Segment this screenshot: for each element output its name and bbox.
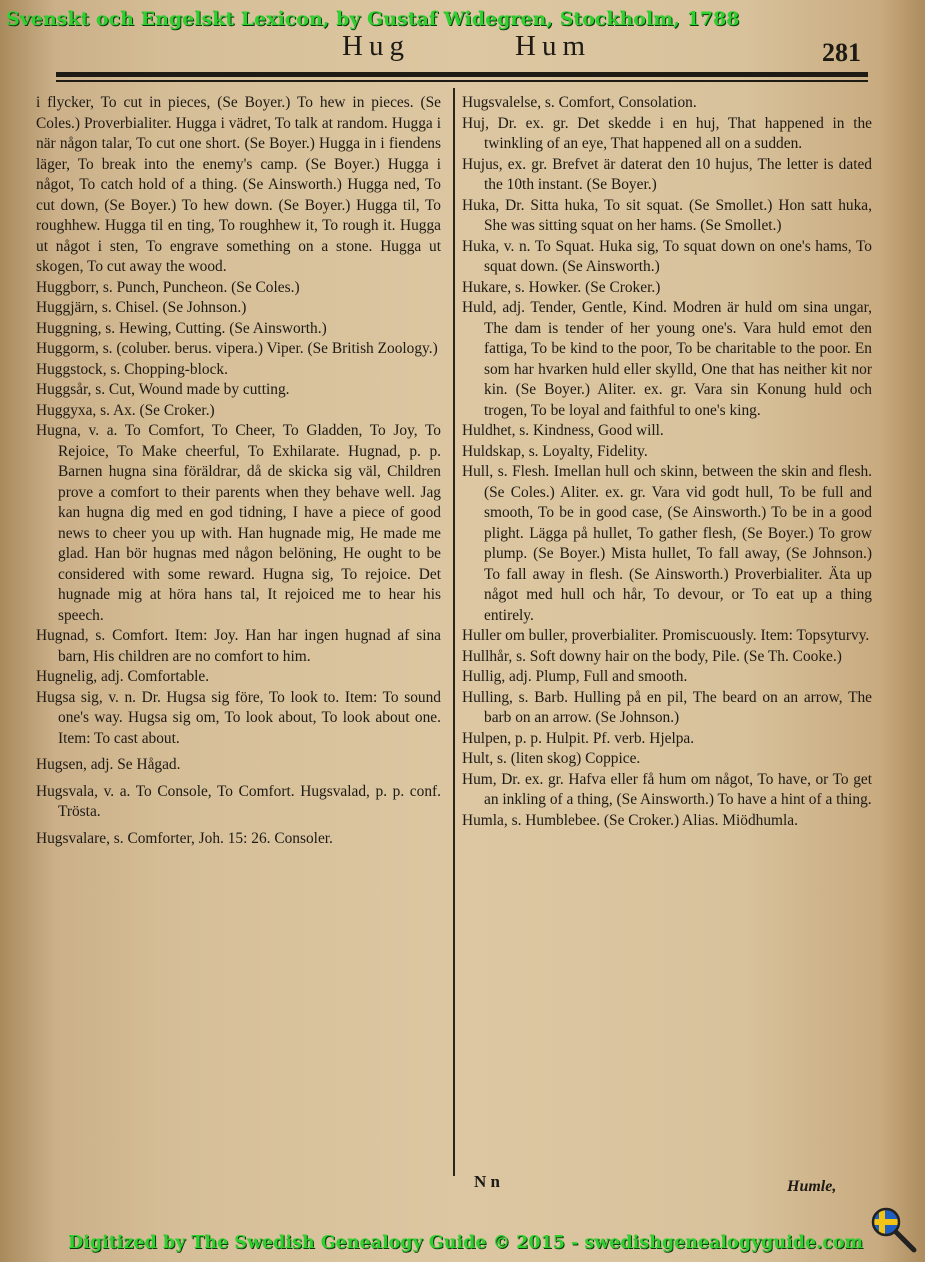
dictionary-entry: Hult, s. (liten skog) Coppice. xyxy=(462,750,641,767)
page-number: 281 xyxy=(822,38,861,67)
dictionary-entry: Hulling, s. Barb. Hulling på en pil, The beard on an arrow, The barb on an arrow. (Se Johnson.) xyxy=(462,688,872,726)
dictionary-entry: Hugsvala, v. a. To Console, To Comfort. Hugsvalad, p. p. conf. Trösta. xyxy=(36,782,441,820)
running-head-right: Hum xyxy=(515,30,591,62)
dictionary-entry: Huld, adj. Tender, Gentle, Kind. Modren är huld om sina ungar, The dam is tender of her young one's. Vara huld emot den fattiga, To be kind to the poor, To be charitable to the poor. En som har hvarken huld eller skylld, One that has neither kit nor kin. (Se Boyer.) Aliter. ex. gr. Vara sin Konung huld och trogen, To be loyal and faithful to one's king. xyxy=(462,299,872,419)
dictionary-entry: Huldskap, s. Loyalty, Fidelity. xyxy=(462,442,648,460)
dictionary-entry: Hugna, v. a. To Comfort, To Cheer, To Gladden, To Joy, To Rejoice, To Make cheerful, To Exhilarate. Hugnad, p. p. Barnen hugna sina föräldrar, då de skicka sig väl, Children prove a comfort to their parents when they behave well. Jag kan hugna dig med en god tidning, I have a piece of good news to cheer you up with. Han hugnade mig, He made me glad. Han bör hugnas med någon belöning, He ought to be considered with some reward. Hugna sig, To rejoice. Det hugnade mig at höra hans tal, It rejoiced me to hear his speech. xyxy=(36,422,441,624)
column-divider xyxy=(453,88,455,1176)
dictionary-entry: Huller om buller, proverbialiter. Promiscuously. Item: Topsyturvy. xyxy=(462,627,870,644)
dictionary-entry: Hugsvalelse, s. Comfort, Consolation. xyxy=(462,94,697,111)
right-column xyxy=(462,93,872,831)
dictionary-entry: Huggsår, s. Cut, Wound made by cutting. xyxy=(36,381,290,398)
dictionary-entry: Hullhår, s. Soft downy hair on the body, Pile. (Se Th. Cooke.) xyxy=(462,647,842,665)
digitizer-banner-top: Svenskt och Engelskt Lexicon, by Gustaf Widegren, Stockholm, 1788 xyxy=(6,8,740,30)
dictionary-entry: Huka, v. n. To Squat. Huka sig, To squat down on one's hams, To squat down. (Se Ainsworth.) xyxy=(462,237,872,275)
dictionary-entry: Huggstock, s. Chopping-block. xyxy=(36,360,228,378)
dictionary-entry: Huka, Dr. Sitta huka, To sit squat. (Se Smollet.) Hon satt huka, She was sitting squat on her hams. (Se Smollet.) xyxy=(462,196,872,234)
dictionary-entry: Huggning, s. Hewing, Cutting. (Se Ainsworth.) xyxy=(36,319,327,337)
dictionary-entry: Hugnelig, adj. Comfortable. xyxy=(36,668,210,685)
header-rule-thin xyxy=(56,80,868,82)
dictionary-entry: Hull, s. Flesh. Imellan hull och skinn, between the skin and flesh. (Se Coles.) Aliter. ex. gr. Vara vid godt hull, To be full and smooth, To be in good case, (Se Ainsworth.) To be in a good plight. Lägga på hullet, To gather flesh, (Se Boyer.) To grow plump. (Se Boyer.) Mista hullet, To fall away, (Se Johnson.) To fall away in flesh. (Se Ainsworth.) Proverbialiter. Äta up något med hull och hår, To devour, or To eat up a thing entirely. xyxy=(462,463,872,624)
digitizer-banner-bottom: Digitized by The Swedish Genealogy Guide © 2015 - swedishgenealogyguide.com xyxy=(68,1233,864,1253)
dictionary-entry: Hum, Dr. ex. gr. Hafva eller få hum om något, To have, or To get an inkling of a thing, (Se Ainsworth.) To have a hint of a thing. xyxy=(462,770,872,808)
dictionary-entry: i flycker, To cut in pieces, (Se Boyer.) To hew in pieces. (Se Coles.) Proverbialiter. Hugga i vädret, To talk at random. Hugga i när någon talar, To cut one short. (Se Boyer.) Hugga in i fiendens läger, To break into the enemy's camp. (Se Boyer.) Hugga i något, To catch hold of a thing. (Se Ainsworth.) Hugga ned, To cut down, (Se Boyer.) To hew down. (Se Boyer.) Hugga til, To roughhew. Hugga til en ting, To roughhew it, To rough it. Hugga ut något i sten, To engrave something on a stone. Hugga ut skogen, To cut away the wood. xyxy=(36,94,441,275)
dictionary-entry: Huj, Dr. ex. gr. Det skedde i en huj, That happened in the twinkling of an eye, That happened all on a sudden. xyxy=(462,114,872,152)
dictionary-entry: Hulpen, p. p. Hulpit. Pf. verb. Hjelpa. xyxy=(462,729,695,747)
dictionary-entry: Huggorm, s. (coluber. berus. vipera.) Viper. (Se British Zoology.) xyxy=(36,340,438,357)
header-rule-thick xyxy=(56,72,868,77)
catchword: Humle, xyxy=(787,1178,837,1195)
dictionary-entry: Hugsen, adj. Se Hågad. xyxy=(36,756,181,773)
dictionary-entry: Hugnad, s. Comfort. Item: Joy. Han har ingen hugnad af sina barn, His children are no comfort to him. xyxy=(36,627,441,665)
dictionary-entry: Hugsa sig, v. n. Dr. Hugsa sig före, To look to. Item: To sound one's way. Hugsa sig om, To look about, To look about one. Item: To cast about. xyxy=(36,688,441,747)
dictionary-entry: Humla, s. Humblebee. (Se Croker.) Alias. Miödhumla. xyxy=(462,811,798,829)
dictionary-entry: Huggyxa, s. Ax. (Se Croker.) xyxy=(36,401,215,419)
dictionary-entry: Hujus, ex. gr. Brefvet är daterat den 10 hujus, The letter is dated the 10th instant. (Se Boyer.) xyxy=(462,155,872,193)
dictionary-entry: Hullig, adj. Plump, Full and smooth. xyxy=(462,668,688,685)
dictionary-entry: Huggjärn, s. Chisel. (Se Johnson.) xyxy=(36,299,247,316)
dictionary-entry: Hukare, s. Howker. (Se Croker.) xyxy=(462,278,661,296)
dictionary-entry: Huldhet, s. Kindness, Good will. xyxy=(462,422,664,439)
dictionary-entry: Huggborr, s. Punch, Puncheon. (Se Coles.) xyxy=(36,278,300,296)
running-head-left: Hug xyxy=(342,30,410,62)
swedish-flag-magnifier-icon xyxy=(870,1206,920,1256)
dictionary-entry: Hugsvalare, s. Comforter, Joh. 15: 26. Consoler. xyxy=(36,829,333,847)
signature-mark: N n xyxy=(474,1172,500,1191)
left-column xyxy=(36,93,441,849)
